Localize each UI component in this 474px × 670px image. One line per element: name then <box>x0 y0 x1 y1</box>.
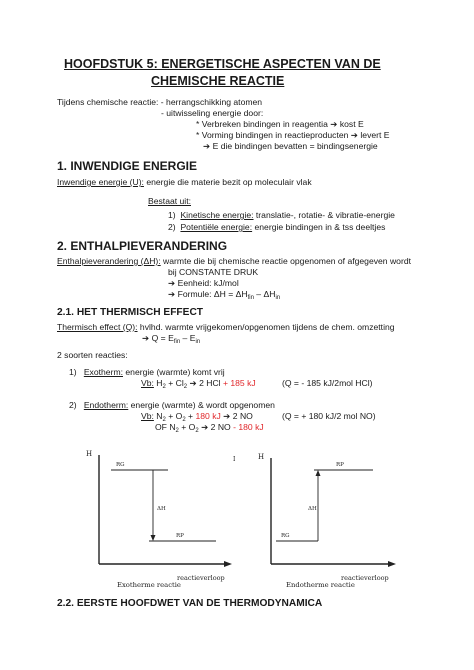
intro-line-2: - uitwisseling energie door: <box>161 108 264 118</box>
intro-line-1: Tijdens chemische reactie: - herrangschikking atomen <box>57 97 263 107</box>
heading-section-1: 1. INWENDIGE ENERGIE <box>57 159 198 173</box>
heading-section-2-2: 2.2. EERSTE HOOFDWET VAN DE THERMODYNAMICA <box>57 598 323 609</box>
exotherm-diagram <box>86 450 232 589</box>
rp-label: RP <box>176 533 184 539</box>
exo-item: 1) Exotherm: energie (warmte) komt vrij <box>69 367 225 377</box>
diagram-caption: Exotherme reactie <box>117 581 181 589</box>
delta-h-label: ΔH <box>308 506 317 512</box>
diagram-caption: Endotherme reactie <box>286 581 355 589</box>
s2-definition: Enthalpieverandering (ΔH): warmte die bij chemische reactie opgenomen of afgegeven wordt <box>57 256 411 266</box>
rp-label: RP <box>336 462 344 468</box>
x-axis-label: reactieverloop <box>177 574 225 582</box>
arrow-icon: ➔ <box>350 130 358 140</box>
s1-bestaat-uit: Bestaat uit: <box>148 196 191 206</box>
stray-mark: I <box>233 456 236 463</box>
intro-line-4: * Vorming bindingen in reactieproducten ➔ levert E <box>196 130 390 140</box>
s1-definition: Inwendige energie (U): energie die materie bezit op moleculair vlak <box>57 177 312 187</box>
s2-line-2: bij CONSTANTE DRUK <box>168 267 259 277</box>
page-title-line-2: CHEMISCHE REACTIE <box>151 74 285 88</box>
arrow-icon: ➔ <box>142 333 150 343</box>
s1-item-1: 1) Kinetische energie: translatie-, rotatie- & vibratie-energie <box>168 210 395 220</box>
delta-h-label: ΔH <box>157 506 166 512</box>
exo-q: (Q = - 185 kJ/2mol HCl) <box>282 378 373 388</box>
arrow-icon: ➔ <box>168 278 176 288</box>
endo-item: 2) Endotherm: energie (warmte) & wordt opgenomen <box>69 400 275 410</box>
s21-formula: ➔ $Q = E_{fin} - E_{in}$ <box>142 333 201 345</box>
s1-item-2: 2) Potentiële energie: energie bindingen in & tss deeltjes <box>168 222 386 232</box>
s21-definition: Thermisch effect (Q): hvlhd. warmte vrijgekomen/opgenomen tijdens de chem. omzetting <box>57 322 395 332</box>
page-title-line-1: HOOFDSTUK 5: ENERGETISCHE ASPECTEN VAN DE <box>64 57 381 71</box>
rg-label: RG <box>281 533 290 539</box>
endo-alternative: OF $N_2 + O_2$ ➔ 2 NO - 180 kJ <box>155 422 264 434</box>
arrow-icon: ➔ <box>330 119 338 129</box>
s21-soorten: 2 soorten reacties: <box>57 350 128 360</box>
s2-line-4: ➔ Formule: $\Delta H = \Delta H_{fin} - \Delta H_{in}$ <box>168 289 281 301</box>
endo-example: Vb: $N_2 + O_2 + 180$ kJ ➔ 2 NO <box>141 411 253 423</box>
enthalpy-diagrams <box>0 440 474 590</box>
heading-section-2-1: 2.1. HET THERMISCH EFFECT <box>57 307 204 318</box>
endotherm-diagram <box>258 453 396 589</box>
exo-example: Vb: $H_2 + Cl_2$ ➔ 2 HCl + 185 kJ <box>141 378 256 390</box>
arrow-icon: ➔ <box>203 141 211 151</box>
s2-line-3: ➔ Eenheid: kJ/mol <box>168 278 239 288</box>
intro-line-5: ➔ E die bindingen bevatten = bindingsenergie <box>203 141 378 151</box>
intro-line-3: * Verbreken bindingen in reagentia ➔ kost E <box>196 119 364 129</box>
y-axis-label: H <box>258 453 265 461</box>
heading-section-2: 2. ENTHALPIEVERANDERING <box>57 239 228 253</box>
endo-q: (Q = + 180 kJ/2 mol NO) <box>282 411 376 421</box>
arrow-icon: ➔ <box>168 289 176 299</box>
y-axis-label: H <box>86 450 93 458</box>
rg-label: RG <box>116 462 125 468</box>
x-axis-label: reactieverloop <box>341 574 389 582</box>
